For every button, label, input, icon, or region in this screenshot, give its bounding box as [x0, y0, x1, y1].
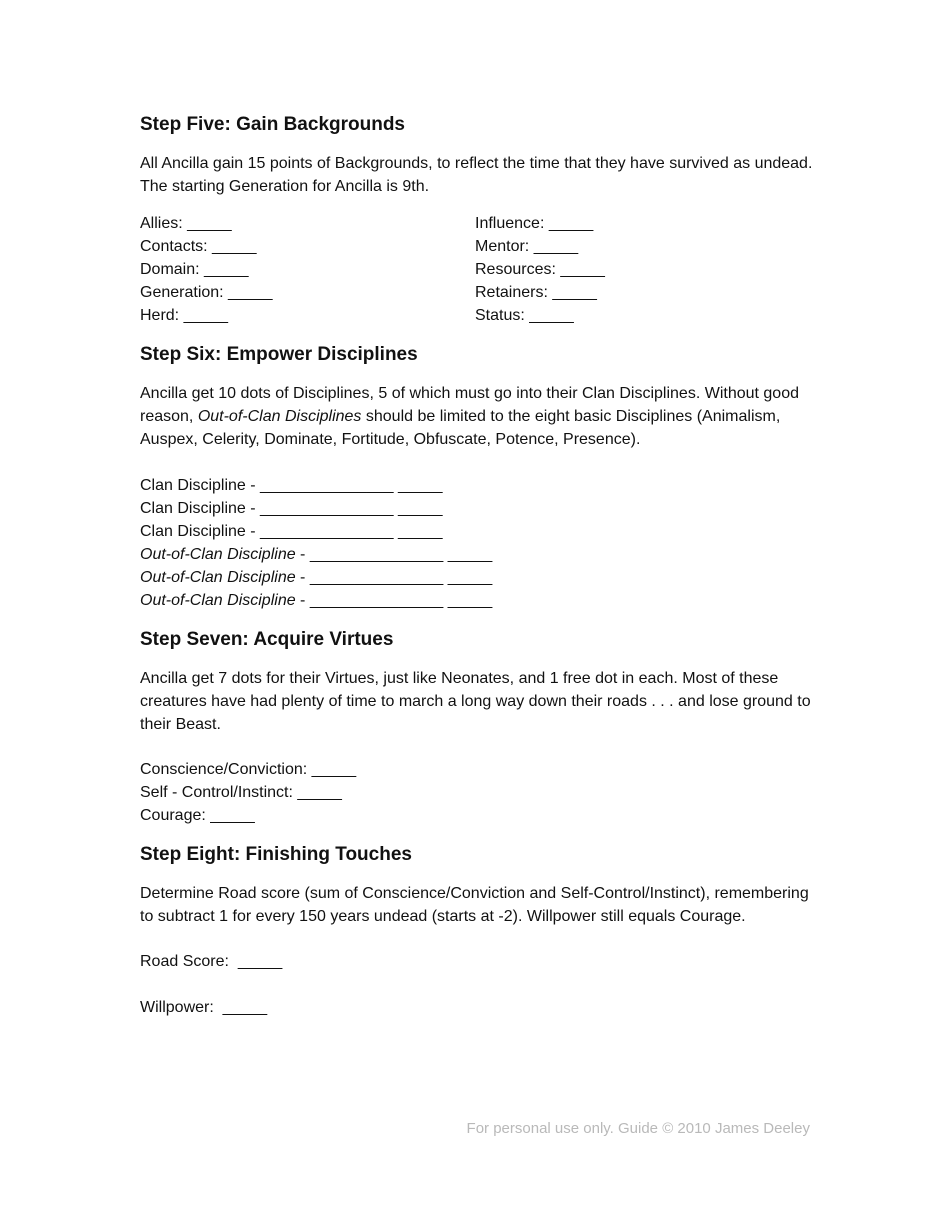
background-generation: Generation: _____ — [140, 284, 273, 301]
background-domain: Domain: _____ — [140, 261, 249, 278]
step-six-paragraph-text-b: should be limited to the eight basic Disciplines (Animalism, Auspex, Celerity, Dominate, Fortitude, Obfuscate, Potence, Presence). — [140, 408, 781, 448]
background-mentor: Mentor: _____ — [475, 238, 579, 255]
backgrounds-list — [140, 212, 820, 327]
background-contacts: Contacts: _____ — [140, 238, 257, 255]
step-six-paragraph — [140, 382, 820, 451]
clan-discipline-label: Clan Discipline - — [140, 523, 261, 540]
virtue-courage: Courage: _____ — [140, 807, 255, 824]
road-score-line: Road Score: _____ — [140, 953, 283, 970]
step-six-paragraph-emphasis: Out-of-Clan Disciplines — [197, 408, 362, 425]
step-eight-paragraph: Determine Road score (sum of Conscience/Conviction and Self-Control/Instinct), remembering to subtract 1 for every 150 years undead (starts at -2). Willpower still equals Courage. — [140, 885, 809, 925]
step-seven-paragraph: Ancilla get 7 dots for their Virtues, just like Neonates, and 1 free dot in each. Most of these creatures have had plenty of time to march a long way down their roads . . . and lose ground to their Beast. — [140, 670, 811, 733]
background-allies: Allies: _____ — [140, 215, 232, 232]
virtue-conscience: Conscience/Conviction: _____ — [140, 761, 357, 778]
background-retainers: Retainers: _____ — [475, 284, 597, 301]
step-six-paragraph-text-a: Ancilla get 10 dots of Disciplines, 5 of which must go into their Clan Disciplines. Without good reason, — [140, 385, 799, 425]
backgrounds-left-column — [140, 212, 475, 327]
clan-discipline-line — [140, 497, 820, 520]
background-resources: Resources: _____ — [475, 261, 605, 278]
background-herd: Herd: _____ — [140, 307, 229, 324]
backgrounds-right-column — [475, 212, 810, 327]
out-of-clan-discipline-label: Out-of-Clan Discipline — [140, 592, 296, 609]
footer-copyright: For personal use only. Guide © 2010 James Deeley — [466, 1120, 810, 1137]
clan-discipline-label: Clan Discipline - — [140, 500, 261, 517]
willpower-line: Willpower: _____ — [140, 999, 268, 1016]
disciplines-list — [140, 474, 820, 612]
step-five-paragraph: All Ancilla gain 15 points of Backgrounds, to reflect the time that they have survived as undead. The starting Generation for Ancilla is 9th. — [140, 155, 813, 195]
clan-discipline-blank: _______________ _____ — [260, 500, 443, 517]
step-six-heading: Step Six: Empower Disciplines — [140, 344, 418, 365]
background-status: Status: _____ — [475, 307, 574, 324]
step-seven-heading: Step Seven: Acquire Virtues — [140, 629, 394, 650]
clan-discipline-line — [140, 474, 820, 497]
out-of-clan-discipline-blank: - _______________ _____ — [295, 592, 493, 609]
step-five-heading: Step Five: Gain Backgrounds — [140, 114, 405, 135]
clan-discipline-label: Clan Discipline - — [140, 477, 261, 494]
out-of-clan-discipline-blank: - _______________ _____ — [295, 569, 493, 586]
out-of-clan-discipline-line — [140, 566, 820, 589]
out-of-clan-discipline-line — [140, 543, 820, 566]
virtue-self-control: Self - Control/Instinct: _____ — [140, 784, 342, 801]
clan-discipline-blank: _______________ _____ — [260, 477, 443, 494]
out-of-clan-discipline-line — [140, 589, 820, 612]
clan-discipline-blank: _______________ _____ — [260, 523, 443, 540]
background-influence: Influence: _____ — [475, 215, 594, 232]
document-page — [140, 112, 820, 1019]
out-of-clan-discipline-label: Out-of-Clan Discipline — [140, 546, 296, 563]
step-eight-heading: Step Eight: Finishing Touches — [140, 844, 412, 865]
clan-discipline-line — [140, 520, 820, 543]
virtues-list — [140, 758, 820, 827]
out-of-clan-discipline-label: Out-of-Clan Discipline — [140, 569, 296, 586]
out-of-clan-discipline-blank: - _______________ _____ — [295, 546, 493, 563]
